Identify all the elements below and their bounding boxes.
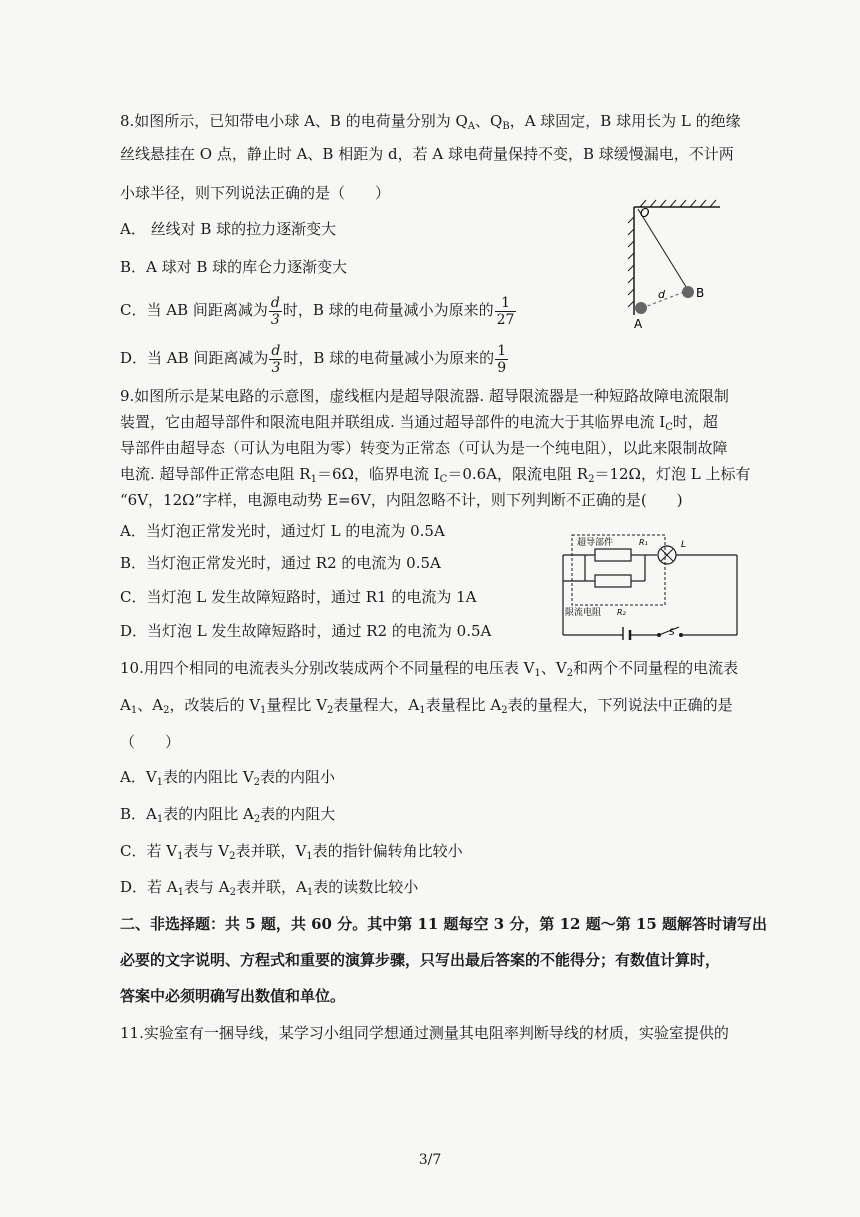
fraction-d-over-3: $\frac{d}{3}$ xyxy=(270,294,280,328)
label-r1: R₁ xyxy=(639,538,648,547)
page-number: 3/7 xyxy=(418,1152,442,1168)
q8-option-c: C．当 AB 间距离减为 $\frac{d}{3}$ 时，B 球的电荷量减小为原来的 $\frac{1}{27}$ xyxy=(120,294,515,328)
q8-option-a: A． 丝线对 B 球的拉力逐渐变大 xyxy=(120,220,337,238)
section2-line1: 二、非选择题：共 5 题，共 60 分。其中第 11 题每空 3 分，第 12 题～第 15 题解答时请写出 xyxy=(120,915,768,933)
resistor-r2 xyxy=(595,575,631,587)
fraction-1-over-27: $\frac{1}{27}$ xyxy=(496,294,515,328)
label-limit-resistor: 限流电阻 xyxy=(565,608,602,618)
q9-line4: 电流. 超导部件正常态电阻 $R_1=6\Omega$，临界电流 $I_C=0.6A$，限流电阻 $R_2=12\Omega$，灯泡 L 上标有 xyxy=(120,465,751,485)
section2-line3: 答案中必须明确写出数值和单位。 xyxy=(120,987,346,1005)
q9-line1: 9.如图所示是某电路的示意图，虚线框内是超导限流器. 超导限流器是一种短路故障电流限制 xyxy=(120,387,729,405)
q10-line2: $A_1$、$A_2$，改装后的 $V_1$量程比 $V_2$表量程大，$A_1$表量程比 $A_2$表的量程大，下列说法中正确的是 xyxy=(120,696,733,716)
ball-a xyxy=(635,302,647,314)
silk-thread xyxy=(638,209,688,290)
ball-b xyxy=(682,286,694,298)
q10-option-d: D．若 $A_1$表与 $A_2$表并联，$A_1$表的读数比较小 xyxy=(120,878,419,898)
label-a: A xyxy=(634,317,643,331)
fraction-1-over-9: $\frac{1}{9}$ xyxy=(497,342,507,376)
q8-line2: 丝线悬挂在 O 点，静止时 A、B 相距为 d，若 A 球电荷量保持不变，B 球缓慢漏电，不计两 xyxy=(120,145,734,163)
section2-line2: 必要的文字说明、方程式和重要的演算步骤，只写出最后答案的不能得分；有数值计算时， xyxy=(120,951,721,969)
q9-line2: 装置，它由超导部件和限流电阻并联组成. 当通过超导部件的电流大于其临界电流 $I_C$时，超 xyxy=(120,413,718,433)
q10-option-a: A．$V_1$表的内阻比 $V_2$表的内阻小 xyxy=(120,768,336,788)
label-b: B xyxy=(696,286,705,300)
label-l: L xyxy=(681,540,687,550)
fraction-d-over-3: $\frac{d}{3}$ xyxy=(271,342,281,376)
q9-option-d: D．当灯泡 L 发生故障短路时，通过 R2 的电流为 0.5A xyxy=(120,622,492,640)
q8-option-b: B．A 球对 B 球的库仑力逐渐变大 xyxy=(120,258,348,276)
ceiling-hatch xyxy=(640,200,716,207)
q9-option-a: A．当灯泡正常发光时，通过灯 L 的电流为 0.5A xyxy=(120,522,445,540)
label-r2: R₂ xyxy=(617,608,626,617)
q8-option-d: D．当 AB 间距离减为 $\frac{d}{3}$ 时，B 球的电荷量减小为原来的 $\frac{1}{9}$ xyxy=(120,342,507,376)
q8-line1: 8.如图所示，已知带电小球 A、B 的电荷量分别为 $Q_A$、$Q_B$，A 球固定，B 球用长为 L 的绝缘 xyxy=(120,112,741,132)
q9-line3: 导部件由超导态（可认为电阻为零）转变为正常态（可认为是一个纯电阻），以此来限制故障 xyxy=(120,439,728,457)
q10-line1: 10.用四个相同的电流表头分别改装成两个不同量程的电压表 $V_1$、$V_2$和两个不同量程的电流表 xyxy=(120,659,739,679)
label-superconductor: 超导部件 xyxy=(577,538,614,548)
q9-option-c: C．当灯泡 L 发生故障短路时，通过 R1 的电流为 1A xyxy=(120,588,477,606)
resistor-r1 xyxy=(595,549,631,561)
q10-option-b: B．$A_1$表的内阻比 $A_2$表的内阻大 xyxy=(120,805,336,825)
q10-line3: （ ） xyxy=(120,733,181,751)
q8-figure-pendulum xyxy=(620,195,730,335)
wall-hatch xyxy=(628,217,634,307)
q9-option-b: B．当灯泡正常发光时，通过 R2 的电流为 0.5A xyxy=(120,554,441,572)
q10-option-c: C．若 $V_1$表与 $V_2$表并联，$V_1$表的指针偏转角比较小 xyxy=(120,842,463,862)
label-d: d xyxy=(658,288,665,301)
q11-line1: 11.实验室有一捆导线，某学习小组同学想通过测量其电阻率判断导线的材质，实验室提供的 xyxy=(120,1024,729,1042)
q9-figure-circuit xyxy=(555,525,745,640)
q8-line3: 小球半径，则下列说法正确的是（ ） xyxy=(120,184,391,202)
label-o: O xyxy=(640,206,650,220)
label-s: S xyxy=(669,628,675,638)
q9-line5: “6V，12Ω”字样，电源电动势 E=6V，内阻忽略不计，则下列判断不正确的是( ) xyxy=(120,491,683,509)
